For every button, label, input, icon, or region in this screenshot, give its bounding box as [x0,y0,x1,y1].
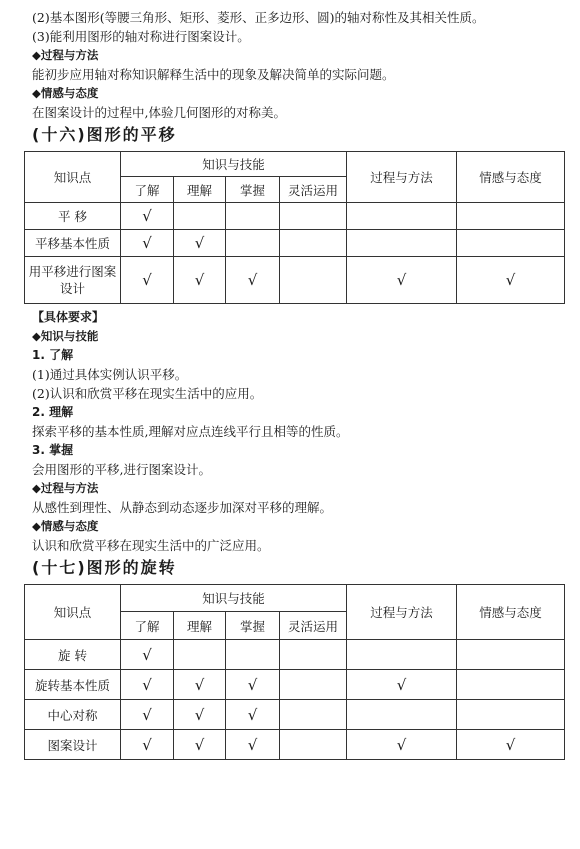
header-master: 掌握 [226,612,280,640]
check-cell: √ [174,700,226,730]
topic-cell: 平移基本性质 [25,230,121,257]
subsection-heading: ◆过程与方法 [32,481,99,495]
check-cell [174,640,226,670]
check-cell: √ [347,257,457,304]
header-comprehend: 理解 [174,177,226,203]
topic-cell: 平 移 [25,203,121,230]
text-line: 认识和欣赏平移在现实生活中的广泛应用。 [32,538,270,553]
check-cell: √ [121,203,174,230]
check-cell: √ [226,670,280,700]
check-cell [280,203,347,230]
document-page [28,8,574,760]
check-cell [347,230,457,257]
text-line: (3)能利用图形的轴对称进行图案设计。 [32,29,250,44]
check-cell: √ [226,700,280,730]
topic-cell [25,257,121,304]
check-cell [280,640,347,670]
header-understand: 了解 [121,177,174,203]
header-emotion: 情感与态度 [457,152,565,203]
translation-table [24,151,565,304]
table-row [25,230,565,257]
check-cell [457,230,565,257]
text-line: 能初步应用轴对称知识解释生活中的现象及解决简单的实际问题。 [32,67,395,82]
header-process: 过程与方法 [347,585,457,640]
topic-line: 用平移进行图案 [28,264,117,279]
check-cell: √ [347,730,457,760]
subsection-heading: ◆情感与态度 [32,86,99,100]
requirements-title: 【具体要求】 [32,310,105,324]
check-cell: √ [174,230,226,257]
header-knowledge: 知识与技能 [121,152,347,177]
check-cell [280,730,347,760]
check-cell [174,203,226,230]
check-cell [457,670,565,700]
check-cell [226,203,280,230]
check-cell [280,230,347,257]
text-line: (2)基本图形(等腰三角形、矩形、菱形、正多边形、圆)的轴对称性及其相关性质。 [32,10,485,25]
text-line: 在图案设计的过程中,体验几何图形的对称美。 [32,105,286,120]
subsection-heading: ◆过程与方法 [32,48,99,62]
topic-line: 设计 [59,281,85,296]
header-topic: 知识点 [25,152,121,203]
item-title: 2. 理解 [32,405,74,419]
text-line: (1)通过具体实例认识平移。 [32,367,188,382]
header-topic: 知识点 [25,585,121,640]
text-line: 会用图形的平移,进行图案设计。 [32,462,211,477]
check-cell: √ [121,700,174,730]
section-title-16: (十六)图形的平移 [32,125,177,144]
text-line: 从感性到理性、从静态到动态逐步加深对平移的理解。 [32,500,333,515]
header-emotion: 情感与态度 [457,585,565,640]
check-cell: √ [174,730,226,760]
table-row [25,670,565,700]
subsection-heading: ◆情感与态度 [32,519,99,533]
check-cell [280,670,347,700]
rotation-table [24,584,565,760]
topic-cell: 中心对称 [25,700,121,730]
check-cell [226,230,280,257]
check-cell: √ [347,670,457,700]
section-title-17: (十七)图形的旋转 [32,558,177,577]
topic-cell: 旋 转 [25,640,121,670]
subsection-heading: ◆知识与技能 [32,329,99,343]
table-row [25,730,565,760]
header-apply: 灵活运用 [280,612,347,640]
table-row [25,203,565,230]
check-cell [280,257,347,304]
check-cell: √ [121,640,174,670]
table-row [25,640,565,670]
topic-cell: 图案设计 [25,730,121,760]
header-apply: 灵活运用 [280,177,347,203]
check-cell: √ [226,257,280,304]
header-comprehend: 理解 [174,612,226,640]
item-title: 1. 了解 [32,348,74,362]
check-cell [347,700,457,730]
check-cell [457,700,565,730]
check-cell [457,640,565,670]
check-cell: √ [121,670,174,700]
header-knowledge: 知识与技能 [121,585,347,612]
check-cell: √ [121,730,174,760]
check-cell [280,700,347,730]
topic-cell: 旋转基本性质 [25,670,121,700]
check-cell: √ [457,257,565,304]
header-master: 掌握 [226,177,280,203]
check-cell [347,203,457,230]
check-cell [457,203,565,230]
check-cell [226,640,280,670]
check-cell: √ [174,670,226,700]
table-row [25,257,565,304]
text-line: (2)认识和欣赏平移在现实生活中的应用。 [32,386,263,401]
header-understand: 了解 [121,612,174,640]
item-title: 3. 掌握 [32,443,74,457]
check-cell: √ [121,230,174,257]
check-cell: √ [121,257,174,304]
check-cell: √ [226,730,280,760]
check-cell: √ [174,257,226,304]
check-cell [347,640,457,670]
table-row [25,700,565,730]
check-cell: √ [457,730,565,760]
text-line: 探索平移的基本性质,理解对应点连线平行且相等的性质。 [32,424,349,439]
header-process: 过程与方法 [347,152,457,203]
